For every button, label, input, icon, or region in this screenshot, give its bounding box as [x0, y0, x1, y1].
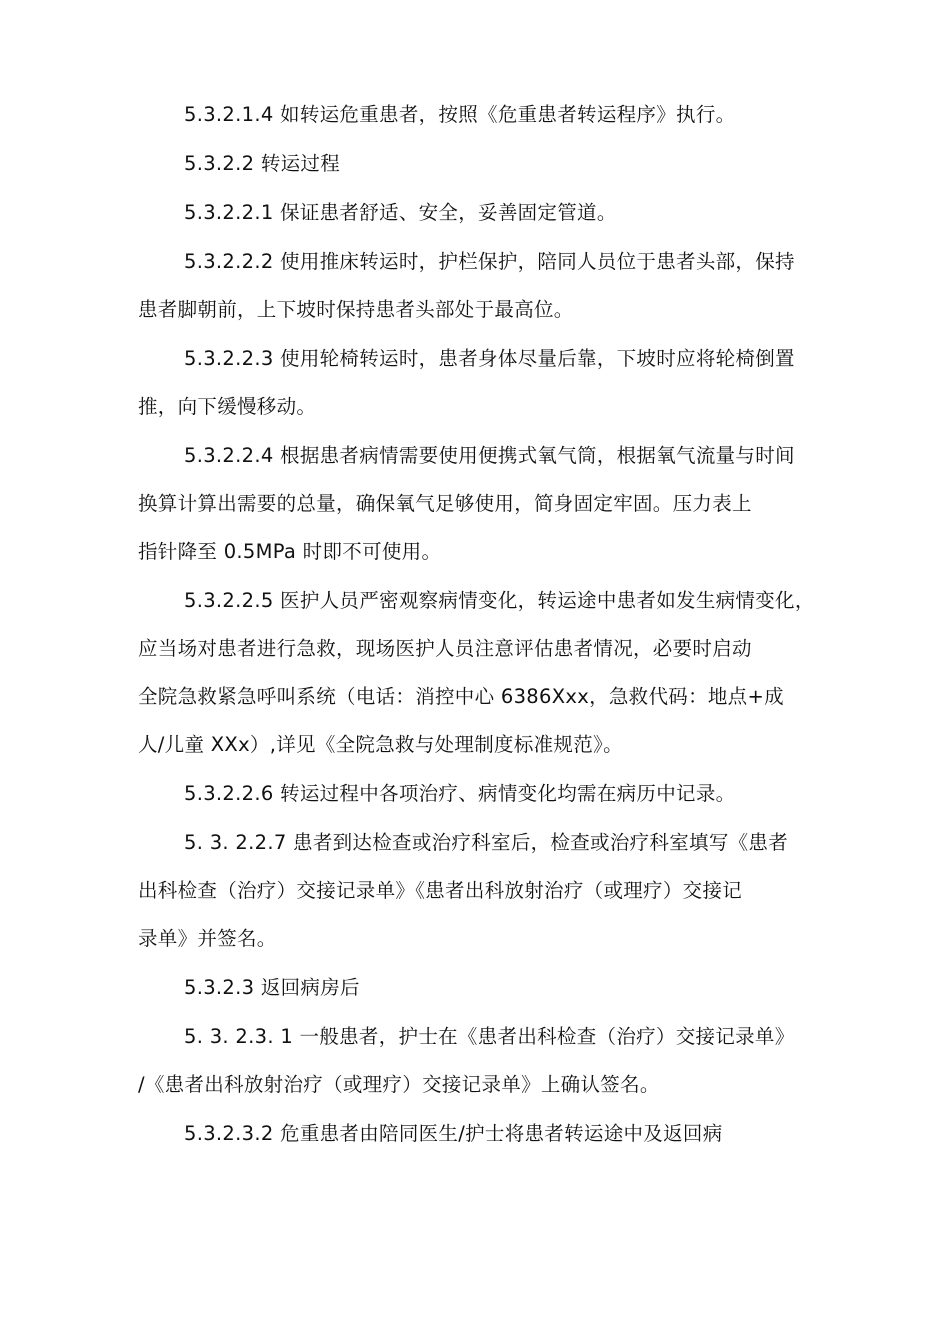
paragraph-5-3-2-2-2-line-2: 患者脚朝前，上下坡时保持患者头部处于最高位。: [138, 298, 574, 321]
paragraph-5-3-2-2-3-line-2: 推，向下缓慢移动。: [138, 395, 317, 418]
paragraph-5-3-2-2-2-line-1: 5.3.2.2.2 使用推床转运时，护栏保护，陪同人员位于患者头部，保持: [184, 250, 795, 273]
paragraph-5-3-2-2-5-line-4: 人/儿童 XXx）,详见《全院急救与处理制度标准规范》。: [138, 733, 623, 756]
paragraph-5-3-2-2-4-line-3: 指针降至 0.5MPa 时即不可使用。: [138, 540, 442, 563]
paragraph-5-3-2-2-4-line-1: 5.3.2.2.4 根据患者病情需要使用便携式氧气筒，根据氧气流量与时间: [184, 444, 795, 467]
paragraph-5-3-2-2-5-line-3: 全院急救紧急呼叫系统（电话：消控中心 6386Xxx，急救代码：地点+成: [138, 685, 784, 708]
paragraph-5-3-2-2-5-line-1: 5.3.2.2.5 医护人员严密观察病情变化，转运途中患者如发生病情变化，: [184, 589, 815, 612]
paragraph-5-3-2-2-5-line-2: 应当场对患者进行急救，现场医护人员注意评估患者情况，必要时启动: [138, 637, 752, 660]
paragraph-5-3-2-2-6: 5.3.2.2.6 转运过程中各项治疗、病情变化均需在病历中记录。: [184, 782, 736, 805]
paragraph-5-3-2-3-2: 5.3.2.3.2 危重患者由陪同医生/护士将患者转运途中及返回病: [184, 1122, 723, 1145]
paragraph-5-3-2-3-1-line-2: /《患者出科放射治疗（或理疗）交接记录单》上确认签名。: [138, 1073, 660, 1096]
paragraph-5-3-2-2-7-line-3: 录单》并签名。: [138, 927, 277, 950]
paragraph-5-3-2-2-7-line-1: 5. 3. 2.2.7 患者到达检查或治疗科室后，检查或治疗科室填写《患者: [184, 831, 789, 854]
heading-5-3-2-3: 5.3.2.3 返回病房后: [184, 976, 360, 999]
paragraph-5-3-2-2-1: 5.3.2.2.1 保证患者舒适、安全，妥善固定管道。: [184, 201, 617, 224]
paragraph-5-3-2-1-4: 5.3.2.1.4 如转运危重患者，按照《危重患者转运程序》执行。: [184, 103, 736, 126]
paragraph-5-3-2-2-7-line-2: 出科检查（治疗）交接记录单》《患者出科放射治疗（或理疗）交接记: [138, 879, 743, 902]
heading-5-3-2-2: 5.3.2.2 转运过程: [184, 152, 341, 175]
paragraph-5-3-2-3-1-line-1: 5. 3. 2.3. 1 一般患者，护士在《患者出科检查（治疗）交接记录单》: [184, 1025, 795, 1048]
paragraph-5-3-2-2-3-line-1: 5.3.2.2.3 使用轮椅转运时，患者身体尽量后靠，下坡时应将轮椅倒置: [184, 347, 795, 370]
paragraph-5-3-2-2-4-line-2: 换算计算出需要的总量，确保氧气足够使用，简身固定牢固。压力表上: [138, 492, 752, 515]
document-body: [138, 103, 828, 1146]
